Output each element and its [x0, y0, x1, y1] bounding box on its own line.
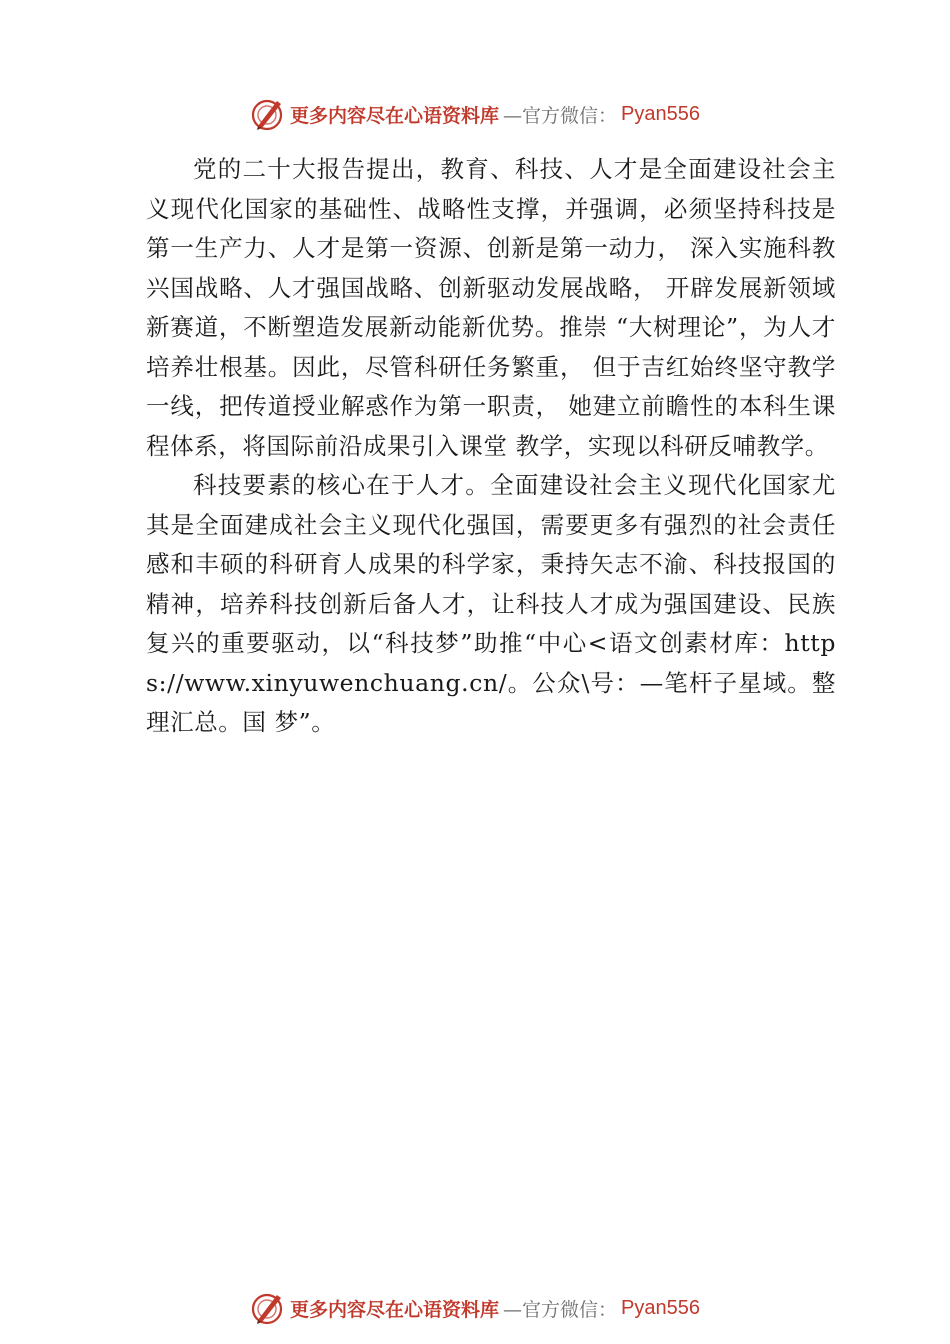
pen-logo-icon — [250, 1290, 286, 1326]
header-banner — [0, 94, 950, 134]
footer-banner-content — [250, 1290, 700, 1326]
paragraph-1: 党的二十大报告提出，教育、科技、人才是全面建设社会主义现代化国家的基础性、战略性支撑，并强调，必须坚持科技是第一生产力、人才是第一资源、创新是第一动力， 深入实施科教兴国战略、人才强国战略、创新驱动发展战略， 开辟发展新领域新赛道，不断塑造发展新动能新优势。推崇 “大树理论”，为人才培养壮根基。因此，尽管科研任务繁重， 但于吉红始终坚守教学一线，把传道授业解惑作为第一职责， 她建立前瞻性的本科生课程体系，将国际前沿成果引入课堂 教学，实现以科研反哺教学。 — [146, 155, 836, 460]
paragraph-2: 科技要素的核心在于人才。全面建设社会主义现代化国家尤其是全面建成社会主义现代化强国，需要更多有强烈的社会责任感和丰硕的科研育人成果的科学家，秉持矢志不渝、科技报国的精神，培养科技创新后备人才，让科技人才成为强国建设、民族复兴的重要驱动，以“科技梦”助推“中心<语文创素材库：https://www.xinyuwenchuang.cn/。公众\号：—笔杆子星域。整理汇总。国 梦”。 — [146, 471, 836, 736]
banner-library-text: 更多内容尽在心语资料库 — [290, 104, 500, 127]
banner-wechat-id: Pyan556 — [621, 1296, 700, 1319]
pen-logo-icon — [250, 96, 286, 132]
banner-wechat-label: —官方微信： — [503, 104, 618, 127]
banner-wechat-label: —官方微信： — [503, 1298, 618, 1321]
header-banner-content — [250, 96, 700, 132]
footer-banner — [0, 1288, 950, 1328]
banner-library-text: 更多内容尽在心语资料库 — [290, 1298, 500, 1321]
document-body — [146, 150, 836, 743]
banner-wechat-id: Pyan556 — [621, 102, 700, 125]
